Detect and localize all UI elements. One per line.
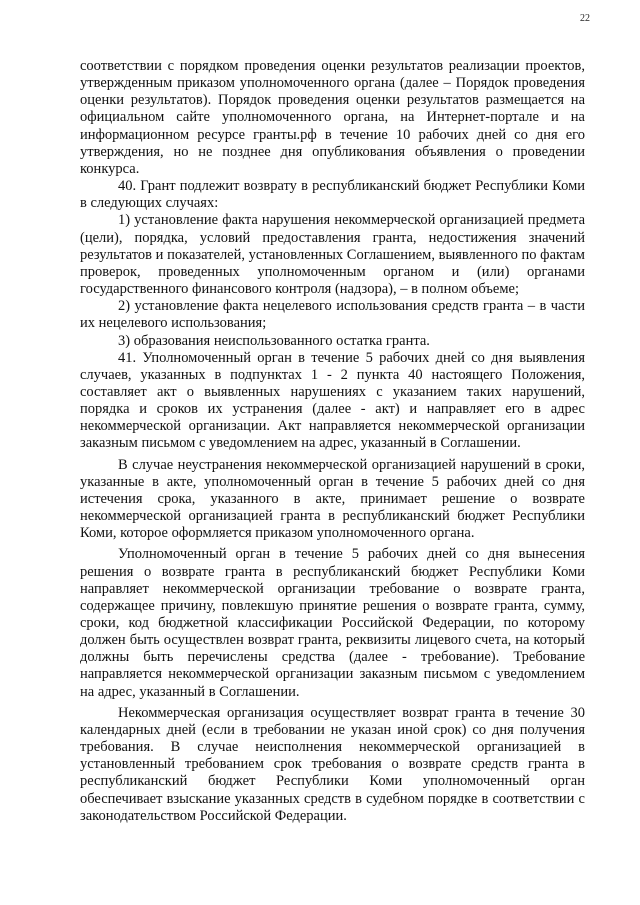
document-body (80, 58, 585, 825)
paragraph-continuation: соответствии с порядком проведения оценки результатов реализации проектов, утвержденным приказом уполномоченного органа (далее – Порядок проведения оценки результатов). Порядок проведения оценки результатов размещается на официальном сайте уполномоченного органа, на Интернет-портале и на информационном ресурсе гранты.рф в течение 10 рабочих дней со дня его утверждения, но не позднее дня опубликования объявления о проведении конкурса. (80, 58, 585, 177)
paragraph-subitem-3: 3) образования неиспользованного остатка гранта. (118, 332, 430, 349)
page-number: 22 (580, 13, 590, 24)
paragraph-refund: Некоммерческая организация осуществляет возврат гранта в течение 30 календарных дней (если в требовании не указан иной срок) со дня получения требования. В случае неисполнения некоммерческой организацией в установленный требованием срок требования о возврате средств гранта в республиканский бюджет Республики Коми уполномоченный орган обеспечивает взыскание указанных средств в судебном порядке в соответствии с законодательством Российской Федерации. (80, 704, 585, 824)
paragraph-subitem-1: 1) установление факта нарушения некоммерческой организацией предмета (цели), порядка, условий предоставления гранта, недостижения значений результатов и показателей, установленных Соглашением, выявленного по фактам проверок, проведенных уполномоченным органом и (или) органами государственного финансового контроля (надзора), – в полном объеме; (80, 212, 585, 298)
paragraph-item-40: 40. Грант подлежит возврату в республиканский бюджет Республики Коми в следующих случаях: (80, 178, 585, 212)
paragraph-requirement: Уполномоченный орган в течение 5 рабочих дней со дня вынесения решения о возврате гранта в республиканский бюджет Республики Коми направляет некоммерческой организации требование о возврате гранта, содержащее причину, повлекшую принятие решения о возврате гранта, сумму, сроки, код бюджетной классификации Российской Федерации, по которому должен быть осуществлен возврат гранта, реквизиты лицевого счета, на который должны быть перечислены средства (далее - требование). Требование направляется некоммерческой организации заказным письмом с уведомлением на адрес, указанный в Соглашении. (80, 546, 585, 700)
paragraph-item-41: 41. Уполномоченный орган в течение 5 рабочих дней со дня выявления случаев, указанных в подпунктах 1 - 2 пункта 40 настоящего Положения, составляет акт о выявленных нарушениях с указанием таких нарушений, порядка и сроков их устранения (далее - акт) и направляет его в адрес некоммерческой организации. Акт направляется некоммерческой организации заказным письмом с уведомлением на адрес, указанный в Соглашении. (80, 349, 585, 452)
paragraph-non-elimination: В случае неустранения некоммерческой организацией нарушений в сроки, указанные в акте, уполномоченный орган в течение 5 рабочих дней со дня истечения срока, указанного в акте, принимает решение о возврате некоммерческой организацией гранта в республиканский бюджет Республики Коми, которое оформляется приказом уполномоченного органа. (80, 456, 585, 542)
paragraph-subitem-2: 2) установление факта нецелевого использования средств гранта – в части их нецелевого использования; (80, 298, 585, 332)
